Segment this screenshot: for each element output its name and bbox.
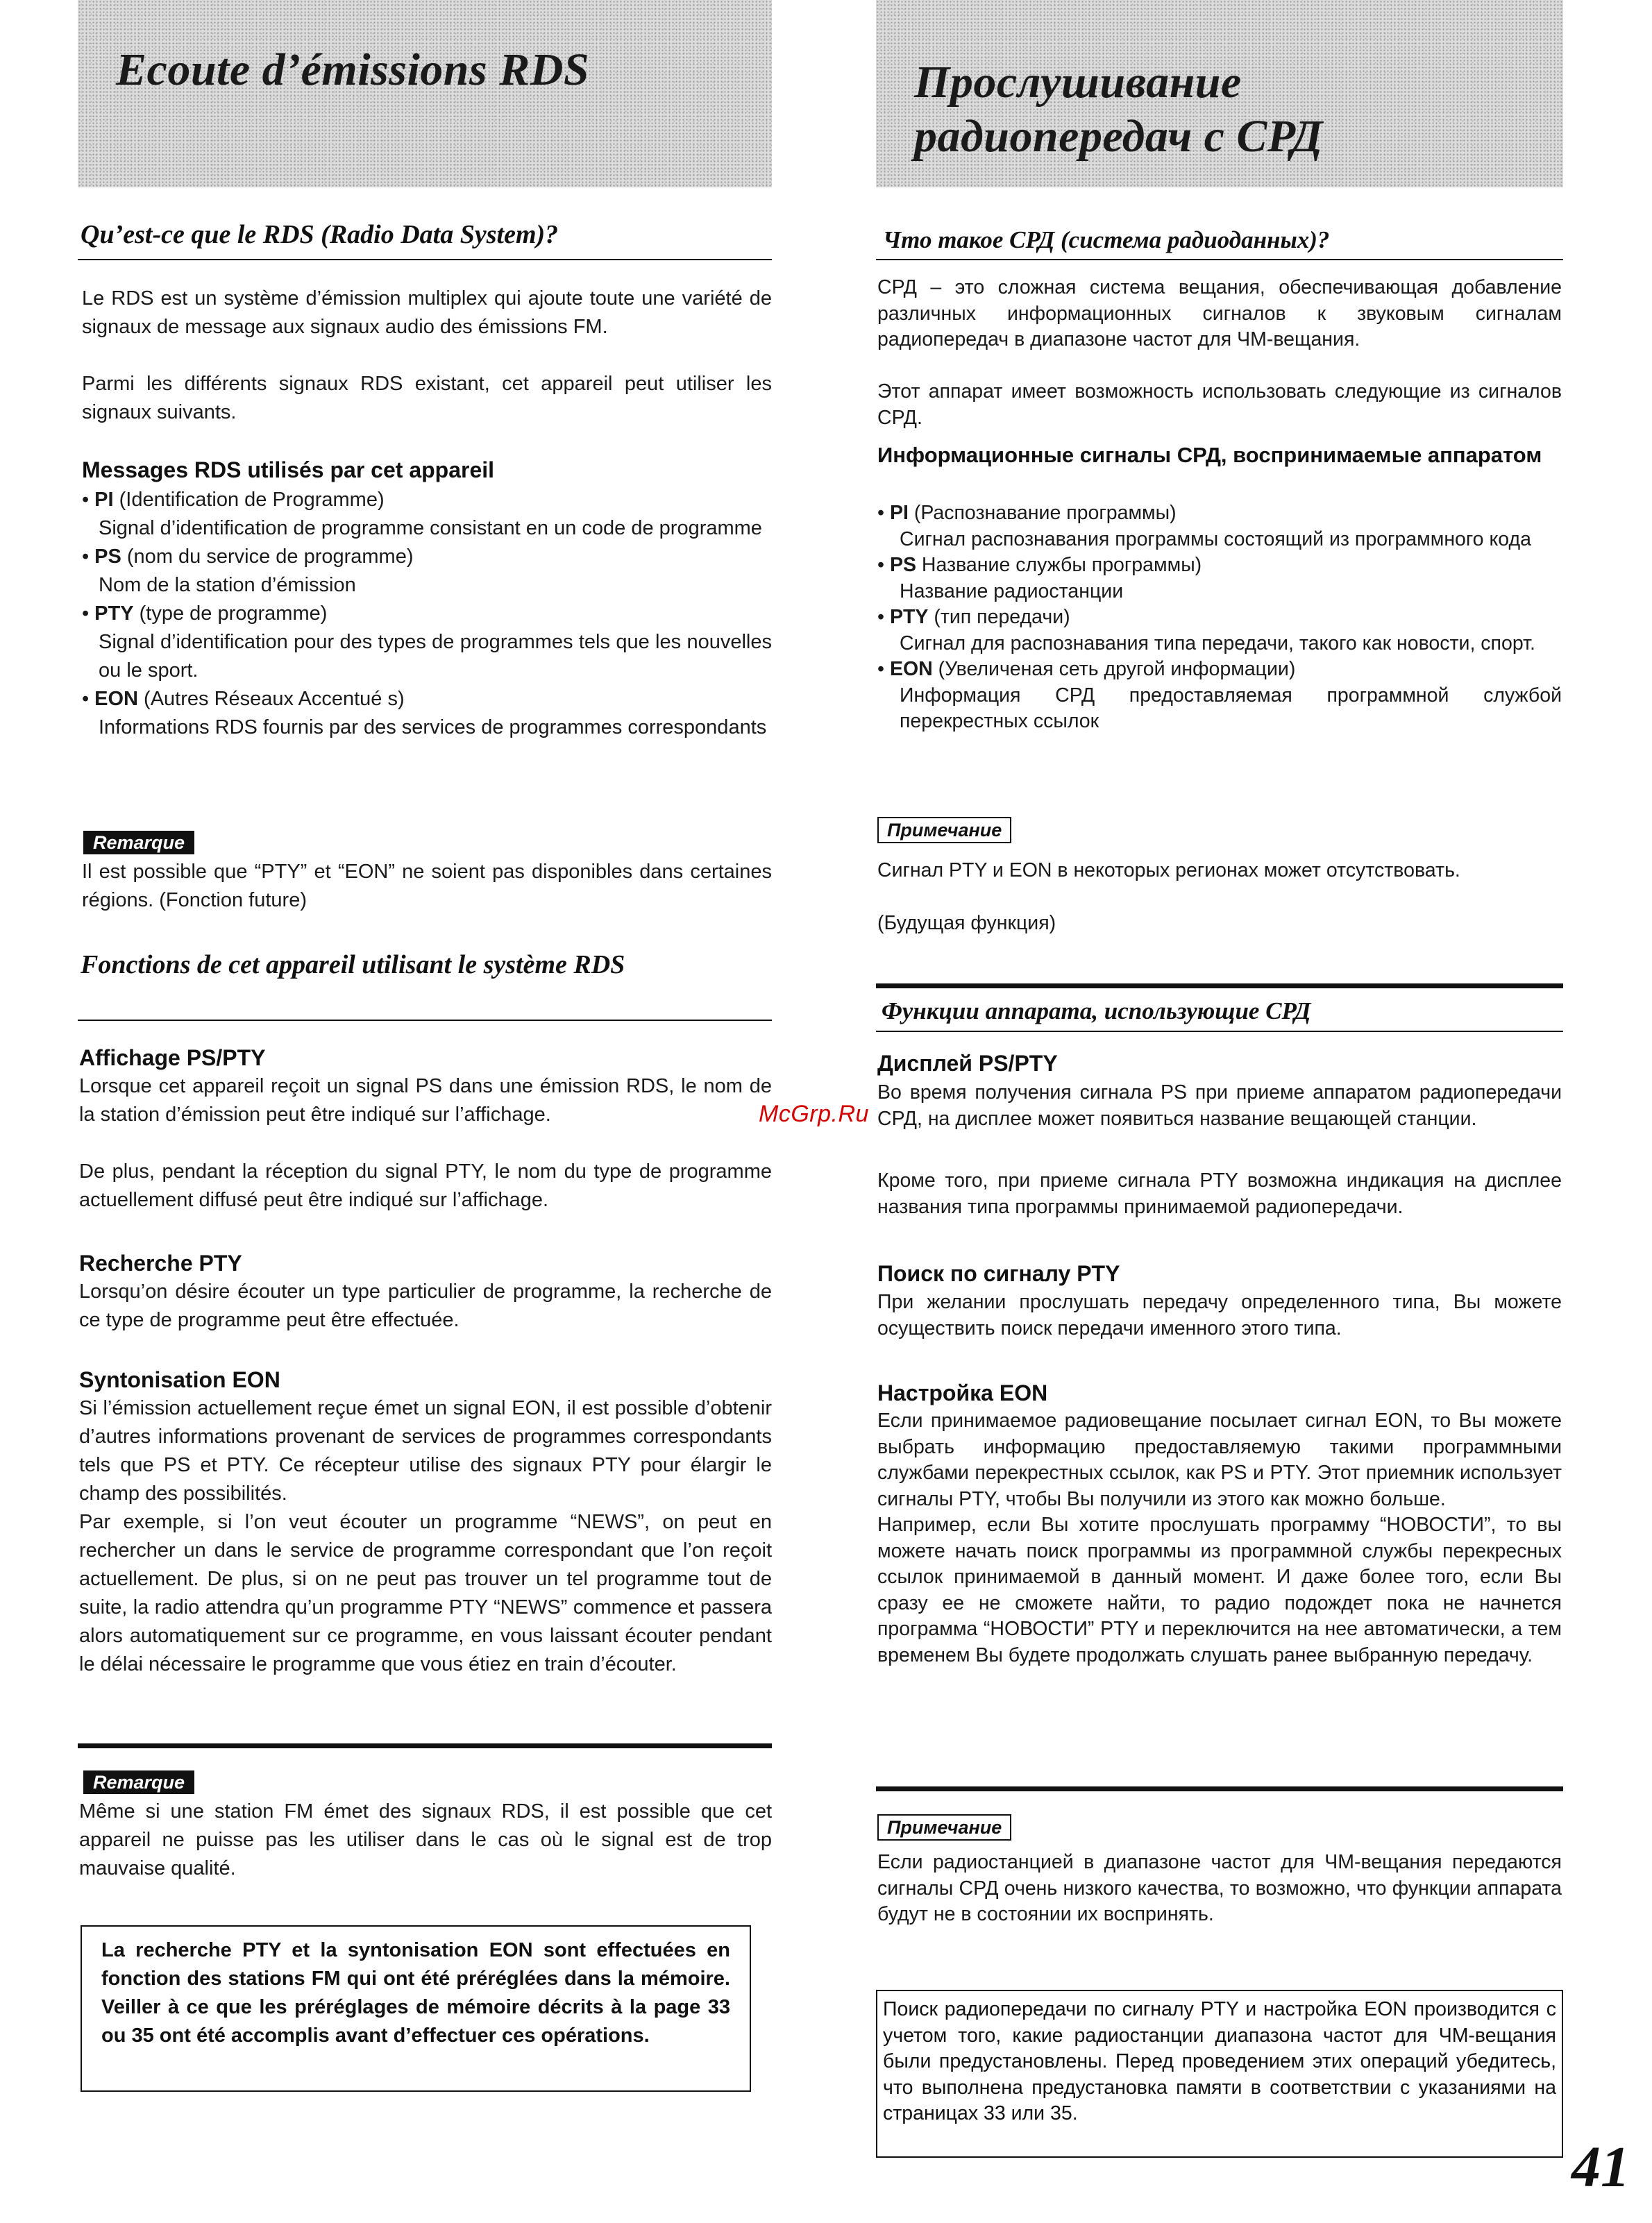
watermark: McGrp.Ru	[759, 1101, 869, 1127]
eon-paragraph-2: Par exemple, si l’on veut écouter un programme “NEWS”, on peut en rechercher un dans le service de programme correspondant que l’on reçoit actuellement. De plus, si on ne peut pas trouver un tel programme tout de suite, la radio attendra qu’un programme PTY “NEWS” commence et passera alors automatiquement sur ce programme, en vous laissant écouter pendant le délai nécessaire le programme que vous étiez en train d’écouter.	[79, 1511, 772, 1675]
eon-paragraph-1: Если принимаемое радиовещание посылает сигнал EON, то Вы можете выбрать информацию предоставляемую такими программными службами перекрестных ссылок, как PS и PTY. Этот приемник использует сигналы PTY, чтобы Вы получили из этого как можно больше.	[877, 1410, 1562, 1510]
pty-search-heading: Recherche PTY	[79, 1251, 242, 1276]
intro-paragraph: Le RDS est un système d’émission multiplex qui ajoute toute une variété de signaux de message aux signaux audio des émissions FM.	[82, 287, 772, 338]
messages-heading: Информационные сигналы СРД, воспринимаемые аппаратом	[877, 443, 1542, 467]
note-text: Il est possible que “PTY” et “EON” ne soient pas disponibles dans certaines régions. (Fonction future)	[82, 861, 772, 911]
important-box-text: La recherche PTY et la syntonisation EON sont effectuées en fonction des stations FM qui ont été préréglées dans la mémoire. Veiller à ce que les préréglages de mémoire décrits à la page 33 ou 35 ont été accomplis avant d’effectuer ces opérations.	[101, 1939, 730, 2047]
section-title-what-is-rds: Qu’est-ce que le RDS (Radio Data System)?	[81, 220, 559, 249]
section-rule	[876, 259, 1563, 260]
section-divider	[876, 1786, 1563, 1791]
messages-heading: Messages RDS utilisés par cet appareil	[82, 457, 495, 482]
list-item: • PS (nom du service de programme) Nom de la station d’émission	[82, 543, 772, 600]
intro-paragraph: СРД – это сложная система вещания, обеспечивающая добавление различных информационных сигналов к звуковым сигналам радиопередач в диапазоне частот для ЧМ-вещания.	[877, 276, 1562, 350]
title-banner-ru	[876, 0, 1563, 187]
display-paragraph-1: Lorsque cet appareil reçoit un signal PS dans une émission RDS, le nom de la station d’émission peut être indiqué sur l’affichage.	[79, 1075, 772, 1126]
section-divider	[876, 983, 1563, 988]
section-rule	[876, 1031, 1563, 1032]
pty-search-heading: Поиск по сигналу PTY	[877, 1261, 1120, 1286]
list-item: • PI (Identification de Programme) Signal d’identification de programme consistant en un code de programme	[82, 486, 772, 543]
important-box	[81, 1925, 751, 2092]
note-text: Même si une station FM émet des signaux RDS, il est possible que cet appareil ne puisse pas les utiliser dans le cas où le signal est de trop mauvaise qualité.	[79, 1800, 772, 1879]
note-text: Сигнал PTY и EON в некоторых регионах может отсутствовать.	[877, 859, 1460, 881]
important-box	[876, 1990, 1563, 2158]
list-item: • EON (Увеличеная сеть другой информации) Информация СРД предоставляемая программной службой перекрестных ссылок	[877, 657, 1562, 735]
section-title-functions: Fonctions de cet appareil utilisant le système RDS	[81, 950, 625, 979]
display-heading: Affichage PS/PTY	[79, 1045, 266, 1070]
intro-paragraph-2: Parmi les différents signaux RDS existant, cet appareil peut utiliser les signaux suivants.	[82, 373, 772, 423]
note-text: Если радиостанцией в диапазоне частот для ЧМ-вещания передаются сигналы СРД очень низкого качества, то возможно, что функции аппарата будут не в состоянии их воспринять.	[877, 1851, 1562, 1925]
note-label: Примечание	[877, 1814, 1011, 1841]
display-paragraph-2: Кроме того, при приеме сигнала PTY возможна индикация на дисплее названия типа программы принимаемой радиопередачи.	[877, 1169, 1562, 1218]
eon-paragraph-2: Например, если Вы хотите прослушать программу “НОВОСТИ”, то вы можете начать поиск программы из программной службы перекресных ссылок принимаемой в данный момент. И даже более того, если Вы сразу ее не сможете найти, то радио подождет пока не начнется программа “НОВОСТИ” PTY и переключится на нее автоматически, а тем временем Вы будете продолжать слушать ранее выбранную передачу.	[877, 1514, 1562, 1666]
note-label: Примечание	[877, 817, 1011, 843]
section-rule	[78, 1020, 772, 1021]
list-item: • PTY (тип передачи) Сигнал для распознавания типа передачи, такого как новости, спорт.	[877, 605, 1562, 657]
display-paragraph-1: Во время получения сигнала PS при приеме аппаратом радиопередачи СРД, на дисплее может появиться название вещающей станции.	[877, 1081, 1562, 1130]
page-title-ru: Прослушивание радиопередач с СРД	[914, 57, 1323, 162]
eon-heading: Syntonisation EON	[79, 1367, 280, 1392]
list-item: • EON (Autres Réseaux Accentué s) Informations RDS fournis par des services de programmes correspondants	[82, 685, 772, 742]
rds-messages-list	[877, 500, 1562, 735]
pty-search-paragraph: Lorsqu’on désire écouter un type particulier de programme, la recherche de ce type de programme peut être effectuée.	[79, 1280, 772, 1331]
section-rule	[78, 259, 772, 260]
pty-search-paragraph: При желании прослушать передачу определенного типа, Вы можете осуществить поиск передачи именного этого типа.	[877, 1291, 1562, 1339]
display-heading: Дисплей PS/PTY	[877, 1051, 1058, 1076]
section-title-functions: Функции аппарата, использующие СРД	[882, 997, 1311, 1024]
note-text-2: (Будущая функция)	[877, 912, 1056, 934]
eon-heading: Настройка EON	[877, 1380, 1048, 1405]
list-item: • PI (Распознавание программы) Сигнал распознавания программы состоящий из программного кода	[877, 500, 1562, 552]
page-number: 41	[1571, 2135, 1630, 2199]
important-box-text: Поиск радиопередачи по сигналу PTY и настройка EON производится с учетом того, какие радиостанции диапазона частот для ЧМ-вещания были предустановлены. Перед проведением этих операций убедитесь, что выполнена предустановка памяти в соответствии с указаниями на страницах 33 или 35.	[883, 1998, 1556, 2124]
display-paragraph-2: De plus, pendant la réception du signal PTY, le nom du type de programme actuellement diffusé peut être indiqué sur l’affichage.	[79, 1160, 772, 1211]
eon-paragraph-1: Si l’émission actuellement reçue émet un signal EON, il est possible d’obtenir d’autres informations provenant de services de programmes correspondants tels que PS et PTY. Ce récepteur utilise des signaux PTY pour élargir le champ des possibilités.	[79, 1397, 772, 1505]
note-label: Remarque	[83, 831, 194, 854]
section-title-what-is-rds: Что такое СРД (система радиоданных)?	[883, 226, 1330, 253]
section-divider	[78, 1743, 772, 1748]
note-label: Remarque	[83, 1770, 194, 1794]
page-title-fr: Ecoute d’émissions RDS	[116, 44, 590, 95]
rds-messages-list	[82, 486, 772, 742]
title-banner-fr	[78, 0, 772, 187]
list-item: • PS Название службы программы) Название радиостанции	[877, 552, 1562, 605]
intro-paragraph-2: Этот аппарат имеет возможность использовать следующие из сигналов СРД.	[877, 380, 1562, 429]
list-item: • PTY (type de programme) Signal d’identification pour des types de programmes tels que les nouvelles ou le sport.	[82, 600, 772, 685]
